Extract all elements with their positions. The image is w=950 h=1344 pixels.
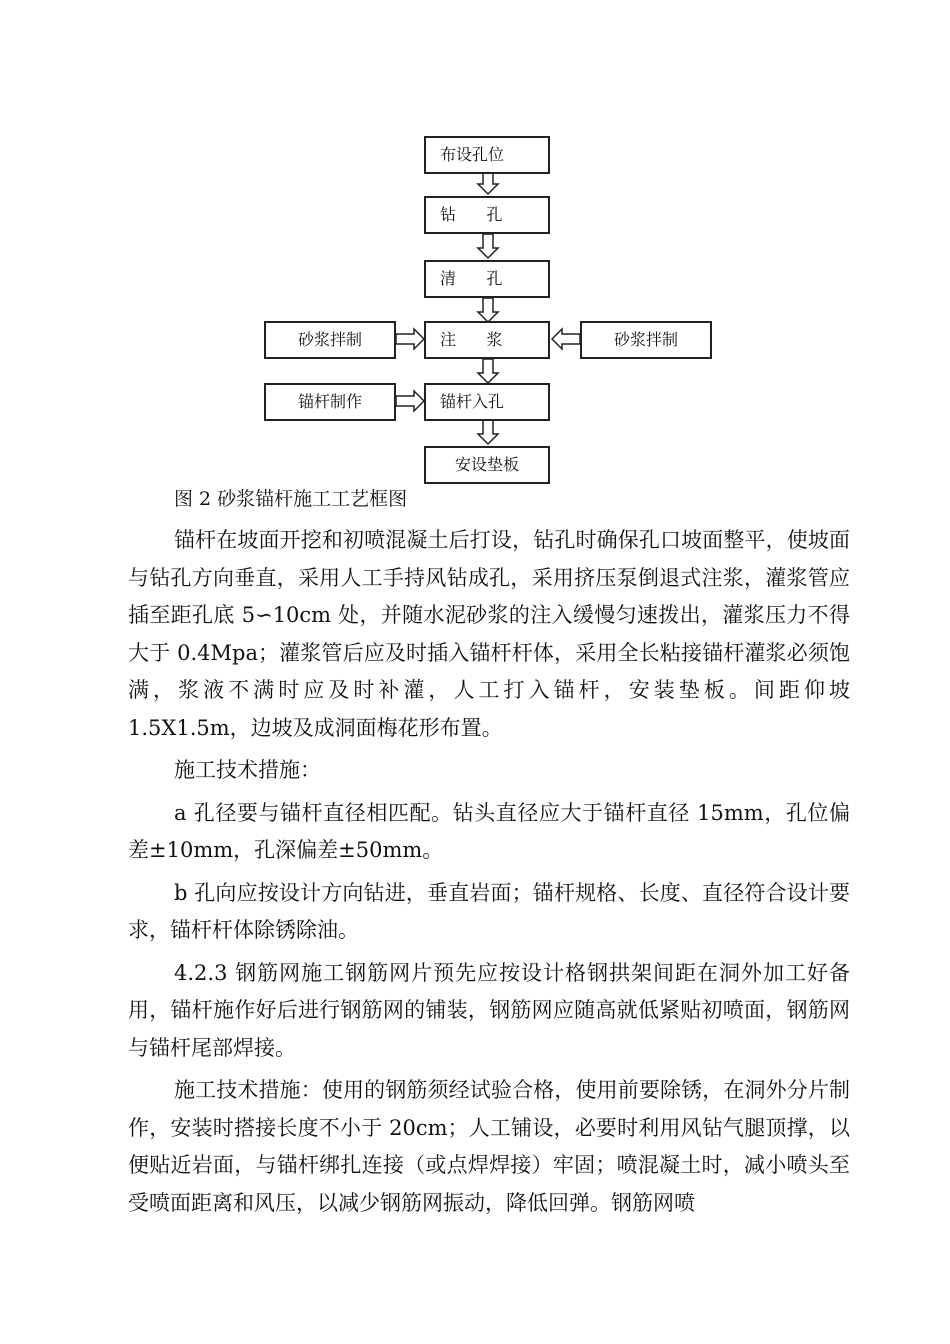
paragraph-6: 施工技术措施：使用的钢筋须经试验合格，使用前要除锈，在洞外分片制作，安装时搭接长度不小于 20cm；人工铺设，必要时利用风钻气腿顶撑，以便贴近岩面，与锚杆绑扎连接（或点焊焊接）牢固；喷混凝土时，减小喷头至受喷面距离和风压，以减少钢筋网振动，降低回弹。钢筋网喷: [128, 1078, 850, 1215]
step-box-5: 锚杆入孔: [424, 383, 550, 421]
step-box-6: 安设垫板: [424, 446, 550, 484]
arrow-down-4: [478, 359, 498, 383]
paragraph-5: 4.2.3 钢筋网施工钢筋网片预先应按设计格钢拱架间距在洞外加工好备用，锚杆施作好后进行钢筋网的铺装，钢筋网应随高就低紧贴初喷面，钢筋网与锚杆尾部焊接。: [128, 960, 850, 1060]
arrow-down-5: [478, 420, 498, 444]
step-box-4: 注 浆: [424, 321, 550, 359]
right-input-mortar: 砂浆拌制: [580, 321, 712, 359]
arrow-right-2: [396, 391, 424, 411]
step-box-3: 清 孔: [424, 260, 550, 298]
step-box-2: 钻 孔: [424, 196, 550, 234]
left-input-mortar: 砂浆拌制: [264, 321, 396, 359]
paragraph-3: a 孔径要与锚杆直径相匹配。钻头直径应大于锚杆直径 15mm，孔位偏差±10mm，孔深偏差±50mm。: [128, 800, 850, 862]
left-input-anchor: 锚杆制作: [264, 383, 396, 421]
arrow-down-3: [478, 298, 498, 322]
flow-arrows: [0, 0, 950, 500]
paragraph-2: 施工技术措施：: [174, 758, 321, 782]
body-text: [128, 522, 850, 1227]
arrow-down-2: [478, 234, 498, 258]
arrow-right-1: [396, 329, 424, 349]
process-flowchart: [0, 0, 950, 510]
paragraph-4: b 孔向应按设计方向钻进，垂直岩面；锚杆规格、长度、直径符合设计要求，锚杆杆体除锈除油。: [128, 880, 850, 942]
arrow-left-1: [552, 329, 580, 349]
paragraph-1: 锚杆在坡面开挖和初喷混凝土后打设，钻孔时确保孔口坡面整平，使坡面与钻孔方向垂直，采用人工手持风钻成孔，采用挤压泵倒退式注浆，灌浆管应插至距孔底 5∽10cm 处，并随水泥砂浆的注入缓慢匀速拨出，灌浆压力不得大于 0.4Mpa；灌浆管后应及时插入锚杆杆体，采用全长粘接锚杆灌浆必须饱满，浆液不满时应及时补灌，人工打入锚杆，安装垫板。间距仰坡 1.5X1.5m，边坡及成洞面梅花形布置。: [128, 528, 850, 740]
figure-caption: 图 2 砂浆锚杆施工工艺框图: [174, 488, 408, 510]
step-box-1: 布设孔位: [424, 136, 550, 174]
